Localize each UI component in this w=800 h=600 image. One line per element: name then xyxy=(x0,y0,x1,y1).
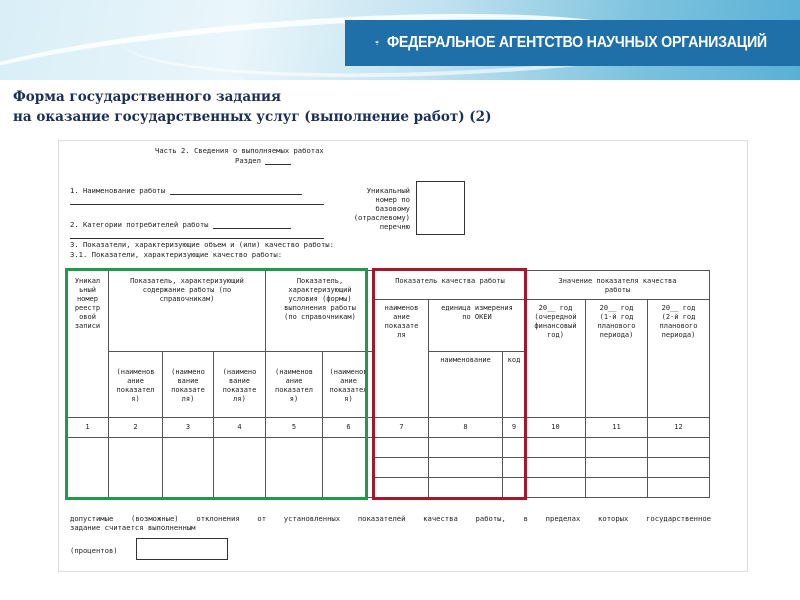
column-number: 3 xyxy=(163,418,214,438)
green-highlight-frame xyxy=(65,268,368,500)
column-number: 12 xyxy=(648,418,710,438)
header-content-indicator: Показатель, характеризующий содержание работы (по справочникам) xyxy=(109,271,266,352)
eagle-emblem-icon xyxy=(375,25,379,61)
work-name-line2 xyxy=(70,196,324,205)
deviation-text-2: задание считается выполненным xyxy=(70,523,196,532)
header-unit: единица измерения по ОКЕИ xyxy=(429,300,526,352)
header-conditions-indicator: Показатель, характеризующий условия (формы) выполнения работы (по справочникам) xyxy=(266,271,375,352)
header-unit-code: код xyxy=(503,352,526,418)
column-number: 4 xyxy=(214,418,266,438)
header-sub-5: (наименов ание показател я) xyxy=(266,352,323,418)
header-sub-3: (наимено вание показате ля) xyxy=(163,352,214,418)
red-highlight-frame xyxy=(372,268,527,500)
header-sub-4: (наимено вание показате ля) xyxy=(214,352,266,418)
header-unit-name: наименование xyxy=(429,352,503,418)
section-label: Раздел xyxy=(235,156,291,165)
header-year-0: 20__ год (очередной финансовый год) xyxy=(526,300,586,418)
unique-number-box[interactable] xyxy=(416,181,465,235)
header-quality-value: Значение показателя качества работы xyxy=(526,271,710,300)
work-name-label: 1. Наименование работы xyxy=(70,186,302,195)
column-number: 2 xyxy=(109,418,163,438)
deviation-text: допустимые (возможные) отклонения от установленных показателей качества работы, в пределах которых государственное xyxy=(70,514,711,523)
column-number: 10 xyxy=(526,418,586,438)
column-number: 11 xyxy=(586,418,648,438)
unique-number-label: Уникальный номер по базовому (отраслевому) перечню xyxy=(353,186,410,231)
header-quality-indicator: Показатель качества работы xyxy=(375,271,526,300)
column-number: 5 xyxy=(266,418,323,438)
agency-bar xyxy=(345,20,800,66)
agency-name: ФЕДЕРАЛЬНОЕ АГЕНТСТВО НАУЧНЫХ ОРГАНИЗАЦИЙ xyxy=(387,34,767,51)
column-number: 7 xyxy=(375,418,429,438)
header-year-2: 20__ год (2-й год планового периода) xyxy=(648,300,710,418)
column-number: 6 xyxy=(323,418,375,438)
part-title: Часть 2. Сведения о выполняемых работах xyxy=(155,146,324,155)
percent-input[interactable] xyxy=(136,538,228,560)
header-quality-name: наименов ание показате ля xyxy=(375,300,429,418)
indicators-label: 3. Показатели, характеризующие объем и (или) качество работы: xyxy=(70,240,334,249)
column-number: 9 xyxy=(503,418,526,438)
column-number: 1 xyxy=(67,418,109,438)
header-unique-number: Уникал ьный номер реестр овой записи xyxy=(67,271,109,418)
page-title: Форма государственного задания на оказание государственных услуг (выполнение работ) (2) xyxy=(13,89,492,125)
column-number: 8 xyxy=(429,418,503,438)
header-year-1: 20__ год (1-й год планового периода) xyxy=(586,300,648,418)
consumer-category-line2 xyxy=(70,230,324,239)
quality-indicators-label: 3.1. Показатели, характеризующие качество работы: xyxy=(70,250,283,259)
consumer-category-label: 2. Категории потребителей работы xyxy=(70,220,291,229)
header-sub-6: (наименов ание показател я) xyxy=(323,352,375,418)
percent-label: (процентов) xyxy=(70,546,118,555)
header-sub-2: (наименов ание показател я) xyxy=(109,352,163,418)
